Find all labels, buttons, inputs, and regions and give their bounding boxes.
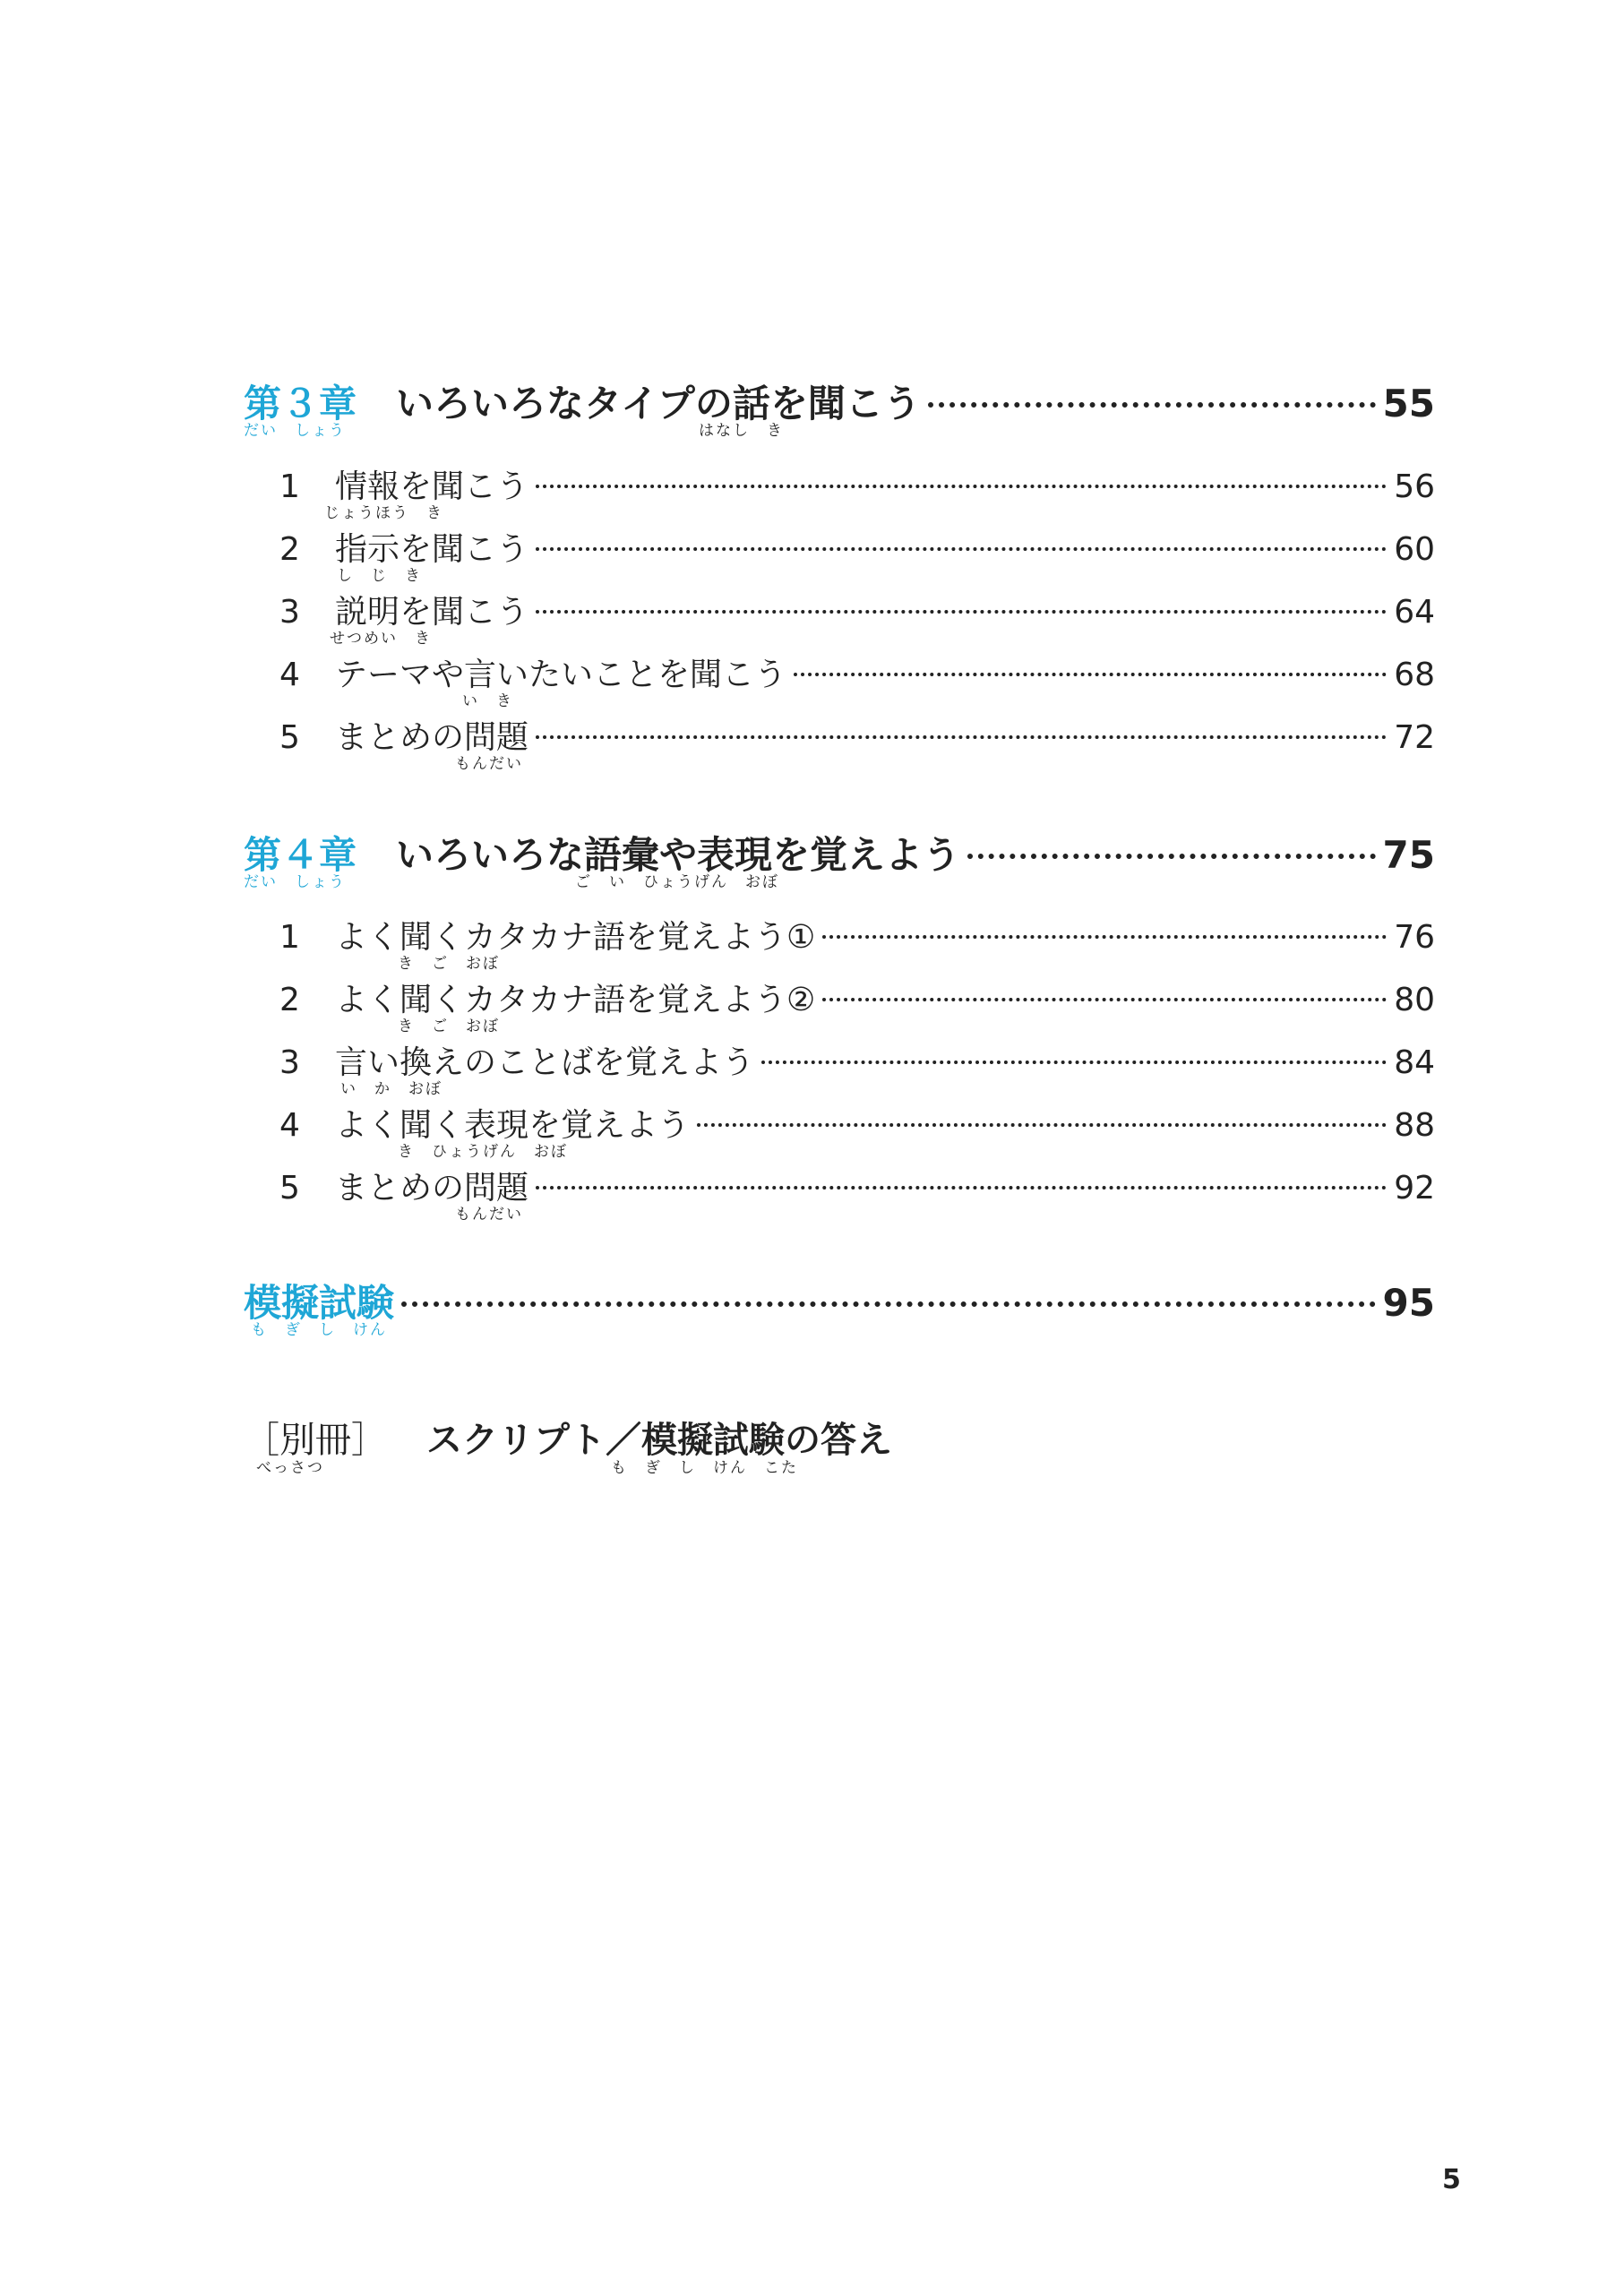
leader-dots [967, 854, 1376, 859]
leader-dots [822, 935, 1387, 939]
item-page: 72 [1394, 719, 1435, 756]
mock-exam-page: 95 [1382, 1281, 1435, 1325]
page-number: 5 [1442, 2164, 1461, 2195]
supplement-label-ruby: べっさつ [256, 1459, 324, 1477]
item-ruby: し じ き [337, 567, 422, 585]
item-title: よく聞く表現を覚えよう [335, 1107, 691, 1144]
item-page: 84 [1394, 1044, 1435, 1081]
chapter-4-heading[interactable] [244, 826, 1435, 880]
mock-exam-ruby: も ぎ し けん [251, 1321, 387, 1339]
chapter-3-label: 第３章 [244, 382, 357, 425]
leader-dots [794, 673, 1387, 676]
toc-item-4-3[interactable] [279, 1037, 1435, 1083]
chapter-4-title-ruby: ご い ひょうげん おぼ [575, 873, 779, 891]
item-number: 4 [279, 1107, 300, 1144]
item-number: 5 [279, 1170, 300, 1207]
chapter-3-title: いろいろなタイプの話を聞こう [396, 382, 921, 425]
item-ruby: せつめい き [330, 630, 432, 648]
item-number: 3 [279, 594, 300, 631]
item-title: 情報を聞こう [335, 468, 529, 505]
mock-exam-heading[interactable] [244, 1274, 1435, 1327]
item-title: テーマや言いたいことを聞こう [335, 657, 787, 693]
item-ruby: じょうほう き [324, 504, 443, 522]
leader-dots [697, 1123, 1387, 1127]
item-page: 80 [1394, 982, 1435, 1018]
leader-dots [536, 735, 1387, 739]
item-page: 68 [1394, 657, 1435, 693]
item-ruby: い か おぼ [340, 1080, 443, 1098]
chapter-4-page: 75 [1382, 833, 1435, 877]
leader-dots [536, 485, 1387, 488]
toc-item-3-3[interactable] [279, 587, 1435, 632]
chapter-3-heading[interactable] [244, 374, 1435, 428]
toc-item-4-5[interactable] [279, 1163, 1435, 1208]
item-number: 4 [279, 657, 300, 693]
item-number: 3 [279, 1044, 300, 1081]
item-number: 1 [279, 468, 300, 505]
chapter-3-label-ruby: だい しょう [244, 422, 346, 440]
item-title: 指示を聞こう [335, 531, 529, 568]
item-page: 76 [1394, 919, 1435, 956]
item-ruby: もんだい [455, 755, 523, 773]
item-title: よく聞くカタカナ語を覚えよう① [335, 919, 816, 956]
chapter-4-label-ruby: だい しょう [244, 873, 346, 891]
item-page: 88 [1394, 1107, 1435, 1144]
item-ruby: き ご おぼ [398, 1018, 500, 1035]
item-number: 5 [279, 719, 300, 756]
leader-dots [536, 547, 1387, 551]
leader-dots [822, 998, 1387, 1001]
item-page: 60 [1394, 531, 1435, 568]
item-title: まとめの問題 [335, 719, 529, 756]
item-ruby: い き [462, 692, 513, 710]
item-page: 92 [1394, 1170, 1435, 1207]
item-ruby: き ご おぼ [398, 955, 500, 973]
leader-dots [536, 610, 1387, 614]
chapter-4-title: いろいろな語彙や表現を覚えよう [396, 833, 961, 877]
item-title: よく聞くカタカナ語を覚えよう② [335, 982, 816, 1018]
toc-item-3-2[interactable] [279, 524, 1435, 570]
item-title: 言い換えのことばを覚えよう [335, 1044, 755, 1081]
toc-item-3-1[interactable] [279, 461, 1435, 507]
supplement-title-ruby: も ぎ し けん こた [611, 1459, 798, 1477]
item-ruby: き ひょうげん おぼ [398, 1143, 568, 1161]
chapter-3-page: 55 [1382, 382, 1435, 425]
leader-dots [536, 1186, 1387, 1189]
chapter-3-title-ruby: はなし き [699, 422, 784, 440]
leader-dots [928, 402, 1376, 408]
toc-item-3-4[interactable] [279, 649, 1435, 695]
mock-exam-label: 模擬試験 [244, 1281, 395, 1325]
item-ruby: もんだい [455, 1206, 523, 1224]
item-number: 2 [279, 982, 300, 1018]
item-title: 説明を聞こう [335, 594, 529, 631]
supplement-title: スクリプト／模擬試験の答え [426, 1420, 892, 1461]
leader-dots [761, 1061, 1387, 1064]
supplement-label: ［別冊］ [244, 1420, 387, 1461]
item-page: 56 [1394, 468, 1435, 505]
item-title: まとめの問題 [335, 1170, 529, 1207]
item-page: 64 [1394, 594, 1435, 631]
leader-dots [401, 1301, 1376, 1307]
item-number: 1 [279, 919, 300, 956]
toc-item-3-5[interactable] [279, 712, 1435, 758]
item-number: 2 [279, 531, 300, 568]
chapter-4-label: 第４章 [244, 833, 357, 877]
